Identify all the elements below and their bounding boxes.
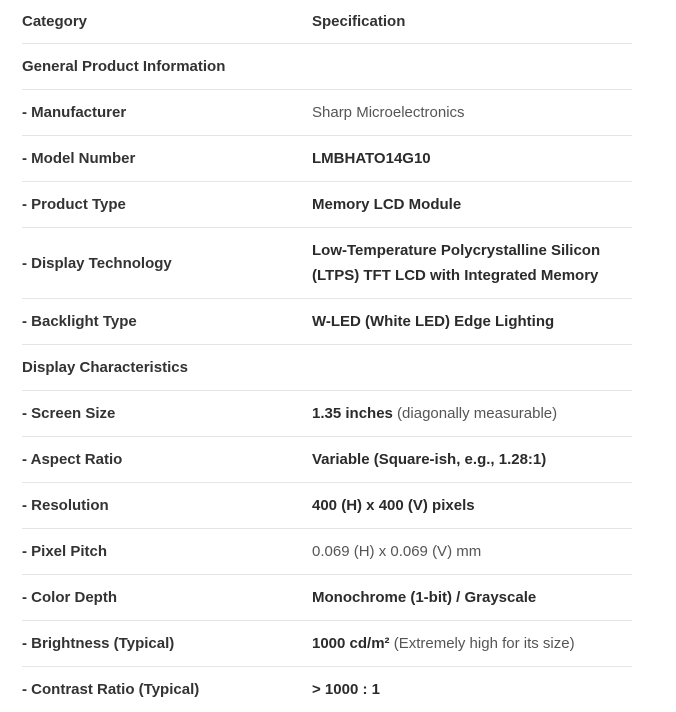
category-label: - Screen Size	[22, 405, 116, 422]
spec-bold: Monochrome (1-bit) / Grayscale	[312, 589, 537, 606]
table-row	[22, 228, 632, 299]
section-label: Display Characteristics	[22, 359, 188, 376]
spec-table	[22, 0, 632, 712]
spec-value	[312, 146, 632, 171]
spec-value	[312, 447, 632, 472]
spec-bold: 1.35 inches	[312, 405, 393, 422]
category-label: - Manufacturer	[22, 104, 127, 121]
spec-value	[312, 585, 632, 610]
spec-plain: Sharp Microelectronics	[312, 104, 465, 121]
spec-bold: 1000 cd/m²	[312, 635, 390, 652]
spec-value	[312, 539, 632, 564]
category-label: - Pixel Pitch	[22, 543, 108, 560]
spec-bold: Low-Temperature Polycrystalline Silicon (LTPS) TFT LCD with Integrated Memory	[312, 242, 601, 284]
table-row	[22, 621, 632, 667]
spec-value	[312, 309, 632, 334]
spec-bold: > 1000 : 1	[312, 681, 380, 698]
category-label: - Product Type	[22, 196, 126, 213]
table-row	[22, 90, 632, 136]
spec-plain: (Extremely high for its size)	[389, 635, 575, 652]
table-row	[22, 299, 632, 345]
section-label: General Product Information	[22, 58, 226, 75]
spec-value	[312, 100, 632, 125]
spec-value	[312, 631, 632, 656]
table-row	[22, 136, 632, 182]
spec-value	[312, 192, 632, 217]
spec-value	[312, 493, 632, 518]
spec-bold: Variable (Square-ish, e.g., 1.28:1)	[312, 451, 547, 468]
spec-bold: 400 (H) x 400 (V) pixels	[312, 497, 475, 514]
spec-value	[312, 238, 632, 288]
header-specification: Specification	[312, 13, 406, 30]
header-category: Category	[22, 13, 88, 30]
table-row	[22, 437, 632, 483]
spec-bold: Memory LCD Module	[312, 196, 462, 213]
table-row	[22, 483, 632, 529]
category-label: - Brightness (Typical)	[22, 635, 175, 652]
spec-bold: W-LED (White LED) Edge Lighting	[312, 313, 555, 330]
table-row	[22, 529, 632, 575]
section-row	[22, 345, 632, 391]
table-row	[22, 391, 632, 437]
spec-value	[312, 401, 632, 426]
category-label: - Backlight Type	[22, 313, 137, 330]
category-label: - Resolution	[22, 497, 109, 514]
spec-value	[312, 677, 632, 702]
category-label: - Display Technology	[22, 254, 172, 272]
category-label: - Aspect Ratio	[22, 451, 123, 468]
spec-plain: (diagonally measurable)	[392, 405, 558, 422]
section-row	[22, 44, 632, 90]
category-label: - Model Number	[22, 150, 136, 167]
table-row	[22, 182, 632, 228]
spec-bold: LMBHATO14G10	[312, 150, 431, 167]
category-label: - Contrast Ratio (Typical)	[22, 681, 200, 698]
category-label: - Color Depth	[22, 589, 117, 606]
spec-plain: 0.069 (H) x 0.069 (V) mm	[312, 543, 482, 560]
table-row	[22, 667, 632, 712]
table-header	[22, 0, 632, 44]
table-row	[22, 575, 632, 621]
